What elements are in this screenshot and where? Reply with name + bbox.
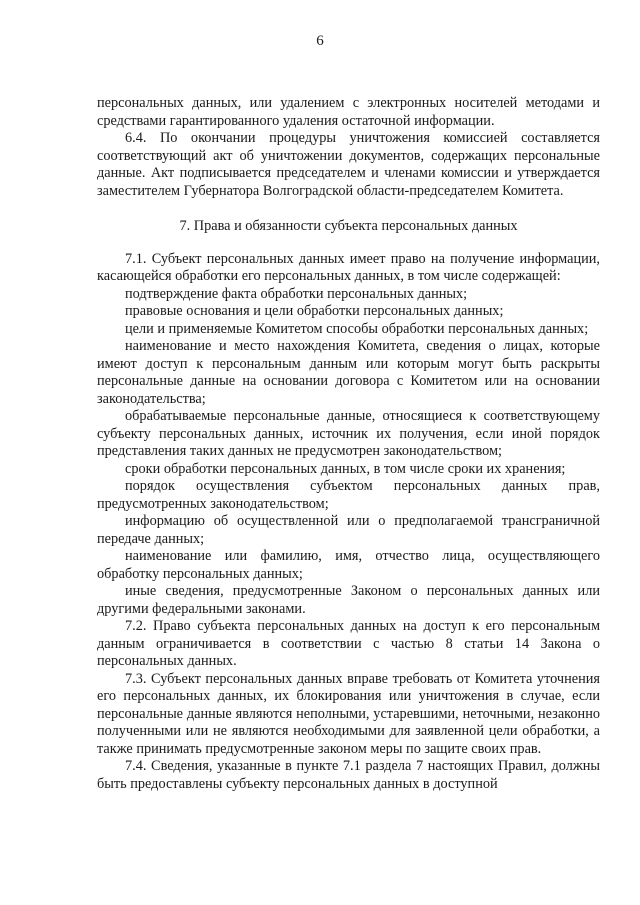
list-item: иные сведения, предусмотренные Законом о персональных данных или другими федеральными законами.	[97, 583, 600, 617]
list-item: сроки обработки персональных данных, в том числе сроки их хранения;	[125, 460, 566, 477]
paragraph-7-1: 7.1. Субъект персональных данных имеет право на получение информации, касающейся обработки его персональных данных, в том числе содержащей:	[97, 250, 600, 284]
list-item: цели и применяемые Комитетом способы обработки персональных данных;	[125, 320, 589, 337]
paragraph-7-4: 7.4. Сведения, указанные в пункте 7.1 раздела 7 настоящих Правил, должны быть предоставлены субъекту персональных данных в доступной	[97, 758, 600, 792]
paragraph-7-2: 7.2. Право субъекта персональных данных на доступ к его персональным данным ограничивается в соответствии с частью 8 статьи 14 Закона о персональных данных.	[97, 618, 600, 669]
list-item: порядок осуществления субъектом персональных данных прав, предусмотренных законодательством;	[97, 478, 600, 512]
section-title: 7. Права и обязанности субъекта персональных данных	[179, 218, 518, 234]
paragraph-continuation: персональных данных, или удалением с электронных носителей методами и средствами гарантированного удаления остаточной информации.	[97, 95, 600, 129]
list-item: наименование и место нахождения Комитета, сведения о лицах, которые имеют доступ к персональным данным или которым могут быть раскрыты персональные данные на основании договора с Комитетом или на основании законодательства;	[97, 338, 600, 407]
paragraph-7-3: 7.3. Субъект персональных данных вправе требовать от Комитета уточнения его персональных данных, их блокирования или уничтожения в случае, если персональные данные являются неполными, устаревшими, неточными, незаконно полученными или не являются необходимыми для заявленной цели обработки, а также принимать предусмотренные законом меры по защите своих прав.	[97, 670, 600, 757]
page-number: 6	[316, 33, 324, 49]
list-item: обрабатываемые персональные данные, относящиеся к соответствующему субъекту персональных данных, источник их получения, если иной порядок представления таких данных не предусмотрен законодательством;	[97, 408, 600, 459]
list-item: информацию об осуществленной или о предполагаемой трансграничной передаче данных;	[97, 513, 600, 547]
list-item: подтверждение факта обработки персональных данных;	[125, 285, 468, 302]
list-item: правовые основания и цели обработки персональных данных;	[125, 303, 504, 319]
paragraph-6-4: 6.4. По окончании процедуры уничтожения комиссией составляется соответствующий акт об уничтожении документов, содержащих персональные данные. Акт подписывается председателем и членами комиссии и утверждается заместителем Губернатора Волгоградской области-председателем Комитета.	[97, 130, 600, 199]
list-item: наименование или фамилию, имя, отчество лица, осуществляющего обработку персональных данных;	[97, 548, 600, 582]
document-body	[97, 95, 600, 793]
